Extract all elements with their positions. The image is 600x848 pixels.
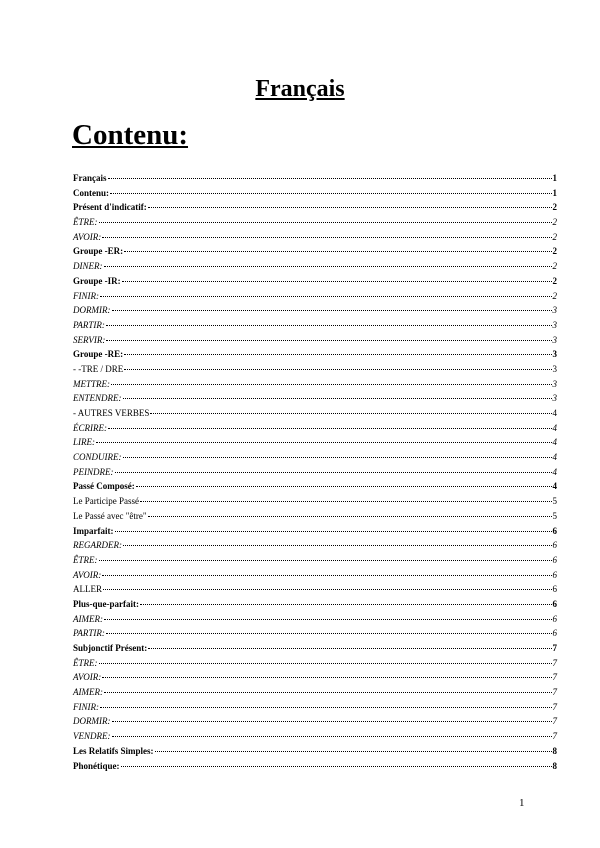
toc-entry[interactable] bbox=[73, 568, 557, 583]
toc-leader-dots bbox=[111, 384, 552, 385]
toc-entry-label: DORMIR: bbox=[73, 716, 111, 727]
toc-entry-label: Groupe -IR: bbox=[73, 275, 121, 286]
toc-entry[interactable] bbox=[73, 656, 557, 671]
toc-entry-page: 2 bbox=[552, 217, 557, 228]
toc-entry[interactable] bbox=[73, 465, 557, 480]
toc-entry[interactable] bbox=[73, 538, 557, 553]
toc-leader-dots bbox=[148, 648, 551, 649]
toc-leader-dots bbox=[100, 296, 552, 297]
toc-entry-label: SERVIR: bbox=[73, 334, 106, 345]
toc-entry-page: 4 bbox=[552, 422, 557, 433]
toc-entry-label: ÉCRIRE: bbox=[73, 422, 107, 433]
toc-entry-page: 7 bbox=[552, 687, 557, 698]
toc-entry-page: 3 bbox=[552, 378, 557, 389]
toc-entry-label: AVOIR: bbox=[73, 231, 102, 242]
toc-entry-label: ÊTRE: bbox=[73, 657, 98, 668]
toc-entry-label: ÊTRE: bbox=[73, 554, 98, 565]
toc-entry-label: LIRE: bbox=[73, 437, 95, 448]
toc-leader-dots bbox=[150, 413, 551, 414]
toc-entry-label: CONDUIRE: bbox=[73, 452, 122, 463]
toc-entry-page: 2 bbox=[552, 290, 557, 301]
toc-entry-page: 3 bbox=[552, 319, 557, 330]
toc-entry-label: FINIR: bbox=[73, 701, 99, 712]
toc-entry-page: 6 bbox=[552, 569, 557, 580]
document-title: Français bbox=[255, 76, 345, 102]
toc-leader-dots bbox=[123, 545, 552, 546]
page-number: 1 bbox=[519, 797, 525, 809]
toc-entry[interactable] bbox=[73, 685, 557, 700]
toc-entry-page: 4 bbox=[552, 481, 557, 492]
toc-entry-page: 6 bbox=[552, 525, 557, 536]
toc-entry-label: DINER: bbox=[73, 261, 103, 272]
toc-entry[interactable] bbox=[73, 171, 557, 186]
toc-entry-label: ÊTRE: bbox=[73, 217, 98, 228]
toc-entry-label: Groupe -RE: bbox=[73, 349, 124, 360]
toc-leader-dots bbox=[104, 266, 552, 267]
toc-entry[interactable] bbox=[73, 479, 557, 494]
toc-entry-label: Phonétique: bbox=[73, 760, 120, 771]
toc-entry-label: Groupe -ER: bbox=[73, 246, 124, 257]
toc-entry[interactable] bbox=[73, 582, 557, 597]
toc-entry[interactable] bbox=[73, 509, 557, 524]
toc-entry[interactable] bbox=[73, 494, 557, 509]
toc-entry-label: AIMER: bbox=[73, 613, 103, 624]
toc-leader-dots bbox=[110, 193, 551, 194]
toc-entry-label: - AUTRES VERBES bbox=[73, 408, 150, 418]
toc-entry-page: 3 bbox=[552, 334, 557, 345]
toc-entry-label: AVOIR: bbox=[73, 569, 102, 580]
toc-entry[interactable] bbox=[73, 553, 557, 568]
toc-entry-label: - -TRE / DRE bbox=[73, 363, 124, 374]
toc-entry[interactable] bbox=[73, 318, 557, 333]
toc-entry-page: 7 bbox=[552, 643, 557, 653]
toc-entry-label: METTRE: bbox=[73, 378, 110, 389]
toc-entry-page: 6 bbox=[552, 554, 557, 565]
toc-entry-page: 2 bbox=[552, 261, 557, 272]
toc-entry[interactable] bbox=[73, 303, 557, 318]
toc-entry-page: 1 bbox=[552, 187, 557, 198]
toc-entry-page: 7 bbox=[552, 672, 557, 683]
toc-entry-label: ENTENDRE: bbox=[73, 393, 122, 404]
toc-entry-page: 7 bbox=[552, 716, 557, 727]
toc-entry-page: 4 bbox=[552, 408, 557, 418]
toc-leader-dots bbox=[99, 663, 552, 664]
toc-leader-dots bbox=[112, 736, 552, 737]
toc-entry-label: DORMIR: bbox=[73, 305, 111, 316]
toc-entry-label: AVOIR: bbox=[73, 672, 102, 683]
toc-leader-dots bbox=[106, 340, 551, 341]
toc-entry[interactable] bbox=[73, 744, 557, 759]
toc-entry-label: PEINDRE: bbox=[73, 466, 114, 477]
toc-entry-label: ALLER bbox=[73, 584, 102, 595]
toc-entry[interactable] bbox=[73, 729, 557, 744]
toc-entry-label: Les Relatifs Simples: bbox=[73, 745, 154, 756]
toc-leader-dots bbox=[108, 178, 552, 179]
toc-leader-dots bbox=[140, 501, 552, 502]
toc-entry-page: 2 bbox=[552, 275, 557, 286]
toc-entry-page: 1 bbox=[552, 173, 557, 183]
toc-leader-dots bbox=[124, 251, 551, 252]
toc-entry[interactable] bbox=[73, 626, 557, 641]
toc-entry-page: 8 bbox=[552, 745, 557, 756]
toc-entry-page: 6 bbox=[552, 628, 557, 639]
toc-entry-label: Imparfait: bbox=[73, 525, 114, 536]
toc-leader-dots bbox=[102, 237, 551, 238]
toc-entry[interactable] bbox=[73, 670, 557, 685]
toc-entry[interactable] bbox=[73, 597, 557, 612]
toc-entry-page: 5 bbox=[552, 510, 557, 521]
toc-leader-dots bbox=[136, 486, 552, 487]
toc-entry-label: Subjonctif Présent: bbox=[73, 643, 148, 653]
toc-entry-label: Le Participe Passé bbox=[73, 496, 139, 507]
toc-entry-page: 7 bbox=[552, 657, 557, 668]
toc-entry-page: 2 bbox=[552, 231, 557, 242]
toc-leader-dots bbox=[124, 354, 551, 355]
toc-entry[interactable] bbox=[73, 289, 557, 304]
toc-leader-dots bbox=[104, 692, 552, 693]
toc-entry-label: AIMER: bbox=[73, 687, 103, 698]
toc-entry-page: 4 bbox=[552, 437, 557, 448]
toc-leader-dots bbox=[112, 310, 552, 311]
toc-entry[interactable] bbox=[73, 700, 557, 715]
toc-entry[interactable] bbox=[73, 450, 557, 465]
toc-entry-label: REGARDER: bbox=[73, 540, 122, 551]
toc-entry[interactable] bbox=[73, 391, 557, 406]
toc-leader-dots bbox=[122, 281, 552, 282]
toc-heading: Contenu: bbox=[72, 119, 189, 151]
table-of-contents bbox=[73, 171, 557, 773]
toc-entry-label: Présent d'indicatif: bbox=[73, 202, 147, 213]
toc-leader-dots bbox=[121, 766, 552, 767]
toc-entry-page: 7 bbox=[552, 731, 557, 742]
toc-entry-label: Plus-que-parfait: bbox=[73, 598, 139, 609]
toc-entry[interactable] bbox=[73, 200, 557, 215]
toc-entry-label: PARTIR: bbox=[73, 628, 105, 639]
toc-entry[interactable] bbox=[73, 406, 557, 421]
toc-entry-label: FINIR: bbox=[73, 290, 99, 301]
toc-leader-dots bbox=[115, 472, 552, 473]
toc-leader-dots bbox=[96, 442, 552, 443]
toc-leader-dots bbox=[124, 369, 551, 370]
toc-entry-label: Français bbox=[73, 173, 107, 183]
toc-leader-dots bbox=[155, 751, 552, 752]
toc-entry-label: Passé Composé: bbox=[73, 481, 135, 492]
toc-leader-dots bbox=[99, 222, 552, 223]
toc-entry[interactable] bbox=[73, 230, 557, 245]
toc-entry[interactable] bbox=[73, 244, 557, 259]
toc-entry[interactable] bbox=[73, 362, 557, 377]
toc-entry[interactable] bbox=[73, 524, 557, 539]
toc-entry-label: Le Passé avec "être" bbox=[73, 510, 147, 521]
toc-leader-dots bbox=[112, 721, 552, 722]
toc-entry-page: 4 bbox=[552, 466, 557, 477]
toc-entry[interactable] bbox=[73, 274, 557, 289]
toc-entry[interactable] bbox=[73, 186, 557, 201]
toc-entry-page: 4 bbox=[552, 452, 557, 463]
toc-leader-dots bbox=[108, 428, 552, 429]
toc-entry-page: 2 bbox=[552, 246, 557, 257]
toc-leader-dots bbox=[100, 707, 552, 708]
toc-entry-page: 3 bbox=[552, 393, 557, 404]
toc-entry[interactable] bbox=[73, 215, 557, 230]
toc-entry-page: 3 bbox=[552, 363, 557, 374]
toc-entry[interactable] bbox=[73, 759, 557, 774]
toc-leader-dots bbox=[104, 619, 552, 620]
toc-entry-page: 6 bbox=[552, 598, 557, 609]
toc-leader-dots bbox=[106, 633, 552, 634]
toc-entry-page: 7 bbox=[552, 701, 557, 712]
toc-entry[interactable] bbox=[73, 259, 557, 274]
toc-entry-label: Contenu: bbox=[73, 187, 110, 198]
toc-leader-dots bbox=[102, 677, 551, 678]
toc-entry-page: 3 bbox=[552, 349, 557, 360]
toc-entry-label: VENDRE: bbox=[73, 731, 111, 742]
toc-leader-dots bbox=[99, 560, 552, 561]
toc-leader-dots bbox=[106, 325, 552, 326]
toc-leader-dots bbox=[148, 207, 552, 208]
toc-entry[interactable] bbox=[73, 641, 557, 656]
toc-entry[interactable] bbox=[73, 421, 557, 436]
toc-leader-dots bbox=[123, 398, 552, 399]
toc-entry-page: 6 bbox=[552, 540, 557, 551]
toc-entry[interactable] bbox=[73, 435, 557, 450]
toc-entry[interactable] bbox=[73, 377, 557, 392]
toc-entry[interactable] bbox=[73, 333, 557, 348]
toc-leader-dots bbox=[148, 516, 552, 517]
toc-leader-dots bbox=[123, 457, 552, 458]
toc-leader-dots bbox=[102, 575, 551, 576]
toc-entry-page: 5 bbox=[552, 496, 557, 507]
toc-entry-page: 8 bbox=[552, 760, 557, 771]
toc-entry-page: 6 bbox=[552, 584, 557, 595]
toc-entry-page: 6 bbox=[552, 613, 557, 624]
toc-entry-page: 3 bbox=[552, 305, 557, 316]
toc-leader-dots bbox=[115, 531, 552, 532]
toc-entry[interactable] bbox=[73, 612, 557, 627]
toc-entry-page: 2 bbox=[552, 202, 557, 213]
toc-leader-dots bbox=[103, 589, 552, 590]
toc-entry-label: PARTIR: bbox=[73, 319, 105, 330]
toc-leader-dots bbox=[140, 604, 552, 605]
toc-entry[interactable] bbox=[73, 347, 557, 362]
toc-entry[interactable] bbox=[73, 714, 557, 729]
